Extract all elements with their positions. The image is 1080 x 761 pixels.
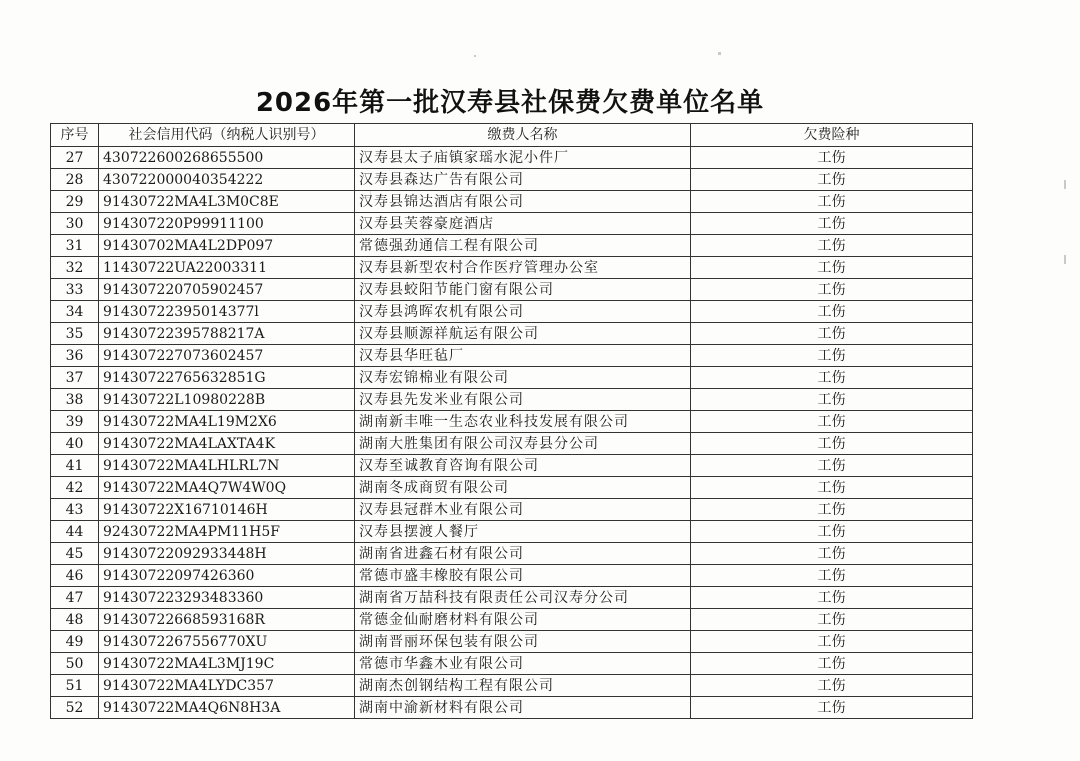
row-seq: 30 bbox=[51, 213, 99, 235]
row-credit-code: 914307227073602457 bbox=[99, 345, 355, 367]
row-credit-code: 91430702MA4L2DP097 bbox=[99, 235, 355, 257]
row-credit-code: 91430722668593168R bbox=[99, 609, 355, 631]
row-insurance-type: 工伤 bbox=[691, 433, 973, 455]
row-seq: 27 bbox=[51, 147, 99, 169]
row-seq: 44 bbox=[51, 521, 99, 543]
row-payer-name: 汉寿县芙蓉豪庭酒店 bbox=[355, 213, 691, 235]
row-insurance-type: 工伤 bbox=[691, 565, 973, 587]
row-payer-name: 湖南新丰唯一生态农业科技发展有限公司 bbox=[355, 411, 691, 433]
row-insurance-type: 工伤 bbox=[691, 213, 973, 235]
row-credit-code: 91430722765632851G bbox=[99, 367, 355, 389]
row-seq: 52 bbox=[51, 697, 99, 719]
scan-speck bbox=[718, 52, 721, 55]
table-row bbox=[51, 169, 973, 191]
table-row bbox=[51, 477, 973, 499]
row-payer-name: 汉寿至诚教育咨询有限公司 bbox=[355, 455, 691, 477]
row-payer-name: 湖南省万喆科技有限责任公司汉寿分公司 bbox=[355, 587, 691, 609]
row-insurance-type: 工伤 bbox=[691, 411, 973, 433]
table-row bbox=[51, 323, 973, 345]
row-payer-name: 湖南省进鑫石材有限公司 bbox=[355, 543, 691, 565]
row-insurance-type: 工伤 bbox=[691, 631, 973, 653]
row-payer-name: 汉寿县森达广告有限公司 bbox=[355, 169, 691, 191]
row-credit-code: 9143072267556770XU bbox=[99, 631, 355, 653]
row-seq: 42 bbox=[51, 477, 99, 499]
row-payer-name: 湖南中渝新材料有限公司 bbox=[355, 697, 691, 719]
row-payer-name: 汉寿县蛟阳节能门窗有限公司 bbox=[355, 279, 691, 301]
row-credit-code: 914307220P99911100 bbox=[99, 213, 355, 235]
table-row bbox=[51, 433, 973, 455]
row-insurance-type: 工伤 bbox=[691, 389, 973, 411]
scan-speck bbox=[1064, 255, 1066, 264]
row-seq: 51 bbox=[51, 675, 99, 697]
row-payer-name: 常德金仙耐磨材料有限公司 bbox=[355, 609, 691, 631]
table-row bbox=[51, 367, 973, 389]
row-insurance-type: 工伤 bbox=[691, 257, 973, 279]
row-seq: 49 bbox=[51, 631, 99, 653]
row-credit-code: 91430722395788217A bbox=[99, 323, 355, 345]
row-seq: 29 bbox=[51, 191, 99, 213]
row-credit-code: 914307223293483360 bbox=[99, 587, 355, 609]
row-insurance-type: 工伤 bbox=[691, 235, 973, 257]
table-row bbox=[51, 345, 973, 367]
header-seq: 序号 bbox=[51, 124, 99, 147]
row-insurance-type: 工伤 bbox=[691, 543, 973, 565]
row-payer-name: 汉寿县鸿晖农机有限公司 bbox=[355, 301, 691, 323]
row-credit-code: 914307220705902457 bbox=[99, 279, 355, 301]
row-credit-code: 430722600268655500 bbox=[99, 147, 355, 169]
row-insurance-type: 工伤 bbox=[691, 653, 973, 675]
arrears-table bbox=[50, 123, 973, 719]
table-row bbox=[51, 697, 973, 719]
table-row bbox=[51, 521, 973, 543]
row-credit-code: 91430722L10980228B bbox=[99, 389, 355, 411]
row-credit-code: 91430722MA4Q7W4W0Q bbox=[99, 477, 355, 499]
row-payer-name: 汉寿县先发米业有限公司 bbox=[355, 389, 691, 411]
row-seq: 43 bbox=[51, 499, 99, 521]
row-credit-code: 91430722MA4LAXTA4K bbox=[99, 433, 355, 455]
row-seq: 41 bbox=[51, 455, 99, 477]
row-payer-name: 汉寿县冠群木业有限公司 bbox=[355, 499, 691, 521]
scan-speck bbox=[474, 55, 476, 57]
row-credit-code: 11430722UA22003311 bbox=[99, 257, 355, 279]
header-code: 社会信用代码（纳税人识别号） bbox=[99, 124, 355, 147]
row-payer-name: 湖南大胜集团有限公司汉寿县分公司 bbox=[355, 433, 691, 455]
row-payer-name: 湖南杰创钢结构工程有限公司 bbox=[355, 675, 691, 697]
row-payer-name: 汉寿县新型农村合作医疗管理办公室 bbox=[355, 257, 691, 279]
table-row bbox=[51, 279, 973, 301]
row-insurance-type: 工伤 bbox=[691, 609, 973, 631]
row-seq: 39 bbox=[51, 411, 99, 433]
table-row bbox=[51, 609, 973, 631]
table-row bbox=[51, 543, 973, 565]
row-credit-code: 91430722MA4L19M2X6 bbox=[99, 411, 355, 433]
table-row bbox=[51, 191, 973, 213]
row-insurance-type: 工伤 bbox=[691, 169, 973, 191]
header-insurance: 欠费险种 bbox=[691, 124, 973, 147]
table-row bbox=[51, 147, 973, 169]
row-credit-code: 91430722097426360 bbox=[99, 565, 355, 587]
row-insurance-type: 工伤 bbox=[691, 323, 973, 345]
row-insurance-type: 工伤 bbox=[691, 279, 973, 301]
table-row bbox=[51, 389, 973, 411]
row-payer-name: 湖南冬成商贸有限公司 bbox=[355, 477, 691, 499]
row-insurance-type: 工伤 bbox=[691, 191, 973, 213]
row-seq: 45 bbox=[51, 543, 99, 565]
scan-speck bbox=[1064, 180, 1066, 189]
row-insurance-type: 工伤 bbox=[691, 697, 973, 719]
table-row bbox=[51, 455, 973, 477]
row-seq: 35 bbox=[51, 323, 99, 345]
row-insurance-type: 工伤 bbox=[691, 147, 973, 169]
row-payer-name: 常德强劲通信工程有限公司 bbox=[355, 235, 691, 257]
row-payer-name: 汉寿县顺源祥航运有限公司 bbox=[355, 323, 691, 345]
table-row bbox=[51, 631, 973, 653]
row-seq: 34 bbox=[51, 301, 99, 323]
row-insurance-type: 工伤 bbox=[691, 345, 973, 367]
row-payer-name: 汉寿县锦达酒店有限公司 bbox=[355, 191, 691, 213]
row-payer-name: 汉寿县太子庙镇家瑶水泥小件厂 bbox=[355, 147, 691, 169]
row-insurance-type: 工伤 bbox=[691, 455, 973, 477]
row-payer-name: 汉寿宏锦棉业有限公司 bbox=[355, 367, 691, 389]
row-seq: 46 bbox=[51, 565, 99, 587]
header-name: 缴费人名称 bbox=[355, 124, 691, 147]
row-seq: 37 bbox=[51, 367, 99, 389]
row-payer-name: 汉寿县摆渡人餐厅 bbox=[355, 521, 691, 543]
row-seq: 47 bbox=[51, 587, 99, 609]
row-credit-code: 91430722MA4LHLRL7N bbox=[99, 455, 355, 477]
row-insurance-type: 工伤 bbox=[691, 367, 973, 389]
row-credit-code: 91430722MA4L3M0C8E bbox=[99, 191, 355, 213]
table-row bbox=[51, 235, 973, 257]
page-title: 2026年第一批汉寿县社保费欠费单位名单 bbox=[255, 88, 765, 118]
row-credit-code: 91430722395014377l bbox=[99, 301, 355, 323]
row-payer-name: 常德市盛丰橡胶有限公司 bbox=[355, 565, 691, 587]
row-credit-code: 430722000040354222 bbox=[99, 169, 355, 191]
row-seq: 50 bbox=[51, 653, 99, 675]
table-row bbox=[51, 565, 973, 587]
table-row bbox=[51, 675, 973, 697]
row-credit-code: 91430722MA4LYDC357 bbox=[99, 675, 355, 697]
table-row bbox=[51, 301, 973, 323]
row-insurance-type: 工伤 bbox=[691, 521, 973, 543]
row-seq: 33 bbox=[51, 279, 99, 301]
row-seq: 40 bbox=[51, 433, 99, 455]
row-payer-name: 常德市华鑫木业有限公司 bbox=[355, 653, 691, 675]
row-seq: 28 bbox=[51, 169, 99, 191]
table-row bbox=[51, 257, 973, 279]
row-credit-code: 91430722MA4Q6N8H3A bbox=[99, 697, 355, 719]
row-seq: 36 bbox=[51, 345, 99, 367]
table-row bbox=[51, 411, 973, 433]
row-credit-code: 92430722MA4PM11H5F bbox=[99, 521, 355, 543]
table-row bbox=[51, 499, 973, 521]
row-credit-code: 91430722MA4L3MJ19C bbox=[99, 653, 355, 675]
table-row bbox=[51, 213, 973, 235]
row-seq: 48 bbox=[51, 609, 99, 631]
row-seq: 32 bbox=[51, 257, 99, 279]
row-payer-name: 湖南晋丽环保包装有限公司 bbox=[355, 631, 691, 653]
row-insurance-type: 工伤 bbox=[691, 675, 973, 697]
row-seq: 31 bbox=[51, 235, 99, 257]
row-insurance-type: 工伤 bbox=[691, 301, 973, 323]
table-header-row bbox=[51, 124, 973, 147]
table-row bbox=[51, 653, 973, 675]
table-row bbox=[51, 587, 973, 609]
row-credit-code: 91430722X16710146H bbox=[99, 499, 355, 521]
row-payer-name: 汉寿县华旺毡厂 bbox=[355, 345, 691, 367]
row-insurance-type: 工伤 bbox=[691, 499, 973, 521]
row-credit-code: 91430722092933448H bbox=[99, 543, 355, 565]
row-insurance-type: 工伤 bbox=[691, 477, 973, 499]
row-insurance-type: 工伤 bbox=[691, 587, 973, 609]
row-seq: 38 bbox=[51, 389, 99, 411]
